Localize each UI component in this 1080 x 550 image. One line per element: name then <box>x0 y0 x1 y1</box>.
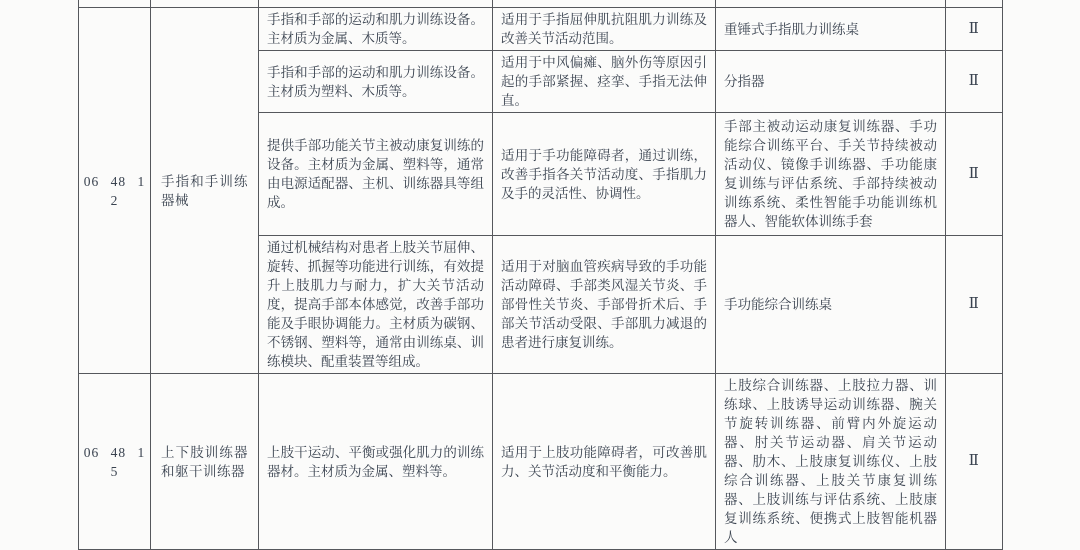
category-cell: 上下肢训练器和躯干训练器 <box>151 374 259 550</box>
products-cell: 上肢综合训练器、上肢拉力器、训练球、上肢诱导运动训练器、腕关节旋转训练器、前臂内外旋运动器、肘关节运动器、肩关节运动器、肋木、上肢康复训练仪、上肢综合训练器、上肢关节康复训练器、上肢训练与评估系统、上肢康复训练系统、便携式上肢智能机器人 <box>716 374 946 550</box>
description-cell: 手指和手部的运动和肌力训练设备。主材质为塑料、木质等。 <box>259 51 493 113</box>
table-row <box>79 8 1003 51</box>
description-cell: 提供手部功能关节主被动康复训练的设备。主材质为金属、塑料等，通常由电源适配器、主机、训练器具等组成。 <box>259 113 493 236</box>
class-cell: Ⅱ <box>946 374 1003 550</box>
products-cell: 分指器 <box>716 51 946 113</box>
category-cell: 手指和手训练器械 <box>151 8 259 374</box>
intended-use-cell: 适用于中风偏瘫、脑外伤等原因引起的手部紧握、痉挛、手指无法伸直。 <box>493 51 716 113</box>
intended-use-cell: 适用于上肢功能障碍者，可改善肌力、关节活动度和平衡能力。 <box>493 374 716 550</box>
class-cell: Ⅱ <box>946 51 1003 113</box>
products-cell: 重锤式手指肌力训练桌 <box>716 8 946 51</box>
device-classification-table <box>78 7 1003 550</box>
class-cell: Ⅱ <box>946 236 1003 374</box>
intended-use-cell: 适用于手指屈伸肌抗阻肌力训练及改善关节活动范围。 <box>493 8 716 51</box>
description-cell: 通过机械结构对患者上肢关节屈伸、旋转、抓握等功能进行训练，有效提升上肢肌力与耐力，扩大关节活动度，提高手部本体感觉，改善手部功能及手眼协调能力。主材质为碳钢、不锈钢、塑料等，通常由训练桌、训练模块、配重装置等组成。 <box>259 236 493 374</box>
code-cell: 06 48 12 <box>79 8 151 374</box>
table-row <box>79 374 1003 550</box>
products-cell: 手部主被动运动康复训练器、手功能综合训练平台、手关节持续被动活动仪、镜像手训练器、手功能康复训练与评估系统、手部持续被动训练系统、柔性智能手功能训练机器人、智能软体训练手套 <box>716 113 946 236</box>
products-cell: 手功能综合训练桌 <box>716 236 946 374</box>
intended-use-cell: 适用于手功能障碍者，通过训练，改善手指各关节活动度、手指肌力及手的灵活性、协调性。 <box>493 113 716 236</box>
class-cell: Ⅱ <box>946 8 1003 51</box>
code-cell: 06 48 15 <box>79 374 151 550</box>
description-cell: 手指和手部的运动和肌力训练设备。主材质为金属、木质等。 <box>259 8 493 51</box>
intended-use-cell: 适用于对脑血管疾病导致的手功能活动障碍、手部类风湿关节炎、手部骨性关节炎、手部骨折术后、手部关节活动受限、手部肌力减退的患者进行康复训练。 <box>493 236 716 374</box>
class-cell: Ⅱ <box>946 113 1003 236</box>
description-cell: 上肢干运动、平衡或强化肌力的训练器材。主材质为金属、塑料等。 <box>259 374 493 550</box>
